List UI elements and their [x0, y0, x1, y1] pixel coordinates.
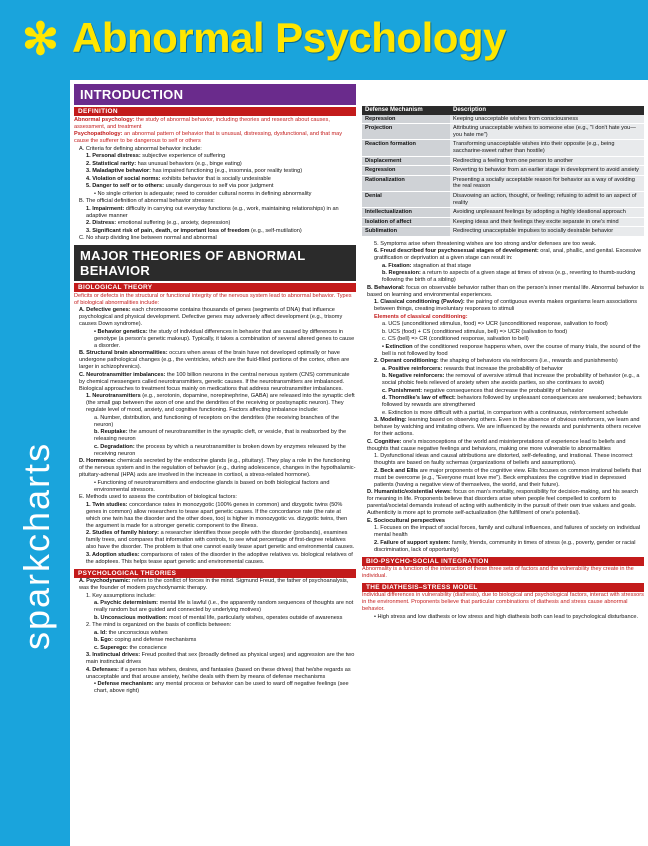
text-line: b. Regression: a return to aspects of a given stage at times of stress (e.g., reverting to thumb-sucking following the birth of a sibling) [382, 270, 636, 284]
text-line: d. Thorndike's law of effect: behaviors followed by unpleasant consequences are weakened; behaviors followed by rewards are strengthened [382, 395, 642, 409]
psych-body [74, 578, 356, 695]
text-line: a. Fixation: stagnation at that stage [382, 262, 472, 269]
table-row [362, 140, 644, 156]
table-header: Defense Mechanism [362, 106, 450, 115]
text-line: b. Reuptake: the amount of neurotransmitter in the synaptic cleft, or vesicle, that is reabsorbed by the releasing neuron [94, 429, 347, 442]
text-line: 3. Adoption studies: comparisons of rates of the disorder in the adoptive relatives vs. biological relatives of the adoptees. This helps tease apart genetic and environmental causes. [86, 551, 353, 565]
text-line: 1. Key assumptions include: [86, 592, 156, 599]
table-row [362, 208, 644, 218]
text-line: A. Psychodynamic: refers to the conflict of forces in the mind. Sigmund Freud, the father of psychoanalysis, was the founder of modern psychodynamic therapy. [79, 578, 349, 591]
text-line: c. Degradation: the process by which a neurotransmitter is broken down by enzymes released by the receiving neuron [94, 443, 346, 457]
description-cell: Keeping unacceptable wishes from consciousness [450, 115, 644, 124]
text-line: 5. Danger to self or to others: usually dangerous to self via poor judgment [86, 183, 274, 189]
header-banner [0, 0, 648, 80]
table-header: Description [450, 106, 644, 115]
mechanism-cell: Repression [362, 115, 450, 124]
text-line: b. Unconscious motivation: most of mental life, particularly wishes, operates outside of awareness [94, 614, 343, 621]
text-line: • Defense mechanism: any mental process or behavior can be used to ward off negative feelings (see chart, above right) [94, 681, 349, 694]
text-line: 1. Focuses on the impact of social forces, family and cultural influences, and failures of society on individual mental health [374, 525, 641, 539]
defense-mechanism-table [362, 106, 644, 237]
description-cell: Reverting to behavior from an earlier stage in development to avoid anxiety [450, 166, 644, 176]
text-line: 3. Modeling: learning based on observing others. Even in the absence of obvious reinforcers, we learn and behave by watching and imitating others. We are influenced by the rewards and punishments others receive for their actions. [374, 417, 641, 438]
subsection-diathesis-stress: THE DIATHESIS–STRESS MODEL [362, 583, 644, 592]
text-line: 3. Maladaptive behavior: has impaired functioning (e.g., insomnia, poor reality testing) [86, 168, 303, 174]
right-body [362, 241, 644, 554]
text-line: • Functioning of neurotransmitters and endocrine glands is based on both biological factors and environmental stressors. [94, 479, 330, 493]
subsection-psychological: PSYCHOLOGICAL THEORIES [74, 569, 356, 578]
diathesis-body: Individual differences in vulnerability (diathesis), due to biological and psychological factors, interact with stressors in the environment. Proponents believe that particular combinations of diathesis and stress cause abnormal behavior. • High stress and low diathesis or low stress and high diathesis both can lead to psychological disturbance. [362, 592, 644, 620]
text-line: 5. Symptoms arise when threatening wishes are too strong and/or defenses are too weak. [374, 240, 597, 247]
text-line: 1. Classical conditioning (Pavlov): the pairing of contiguous events makes organisms learn associations between things, creating involuntary responses to stimuli [374, 299, 638, 313]
text-line: E. Methods used to assess the contribution of biological factors: [79, 494, 237, 500]
text-line: b. Negative reinforcers: the removal of aversive stimuli that increase the probability of behavior (e.g., a social phobic feels relieved of anxiety when she avoids parties, so she continues to avoid) [382, 373, 640, 387]
text-line: 1. Neurotransmitters (e.g., serotonin, dopamine, norepinephrine, GABA) are released into the synaptic cleft (the small gap between the axon of one and the dendrites of the receiving or postsynaptic neuron). They regulate level of mood, anxiety, and cognitive functioning. Factors affecting imbalance include: [86, 393, 355, 413]
text-line: B. The official definition of abnormal behavior stresses: [79, 198, 215, 204]
text-line: b. UCS (food) + CS (conditioned stimulus, bell) => UCR (salivation to food) [382, 328, 568, 335]
text-line: • No single criterion is adequate; need to consider cultural norms in defining abnormality [94, 190, 312, 197]
text-line: A. Defective genes: each chromosome contains thousands of genes (segments of DNA) that influence psychological and physical development. Defective genes may adversely affect development (e.g., trisomy causes Down syndrome). [79, 307, 343, 327]
text-line: C. Cognitive: one's misconceptions of the world and misinterpretations of experience lead to beliefs and thoughts that cause negative feelings and behaviors, making one more vulnerable to abnormalities [367, 438, 626, 452]
text-line: D. Hormones: chemicals secreted by the endocrine glands (e.g., pituitary). They play a role in the functioning of the nervous system and in the regulation of behavior (e.g., during adolescence, changes in the hypothalamic-pituitary-adrenal (HPA) axis are involved in the increase in cortisol, a stress-related hormone). [79, 458, 356, 478]
text-line: 1. Personal distress: subjective experience of suffering [86, 153, 226, 159]
table-row [362, 124, 644, 140]
text-line: 2. Distress: emotional suffering (e.g., anxiety, depression) [86, 220, 231, 226]
text-line: B. Structural brain abnormalities: occurs when areas of the brain have not developed optimally or have undergone pathological changes (e.g., the ventricles, which are the fluid-filled portions of the cortex, often are larger in schizophrenics). [79, 350, 350, 370]
description-cell: Transforming unacceptable wishes into their opposite (e.g., being saccharine-sweet rather than hostile) [450, 140, 644, 156]
text-line: 2. Operant conditioning: the shaping of behaviors via reinforcers (i.e., rewards and punishments) [374, 358, 618, 365]
table-row [362, 227, 644, 237]
text-line: 2. Beck and Ellis are major proponents of the cognitive view. Ellis focuses on common irrational beliefs that must be overcome (e.g., "Everyone must love me"). Beck emphasizes the cognitive triad in depressed patients (having a negative view of themselves, the world, and their future). [374, 467, 642, 488]
description-cell: Presenting a socially acceptable reason for behavior as a way of avoiding the real reason [450, 175, 644, 191]
mechanism-cell: Reaction formation [362, 140, 450, 156]
text-line: c. CS (bell) => CR (conditioned response, salivation to bell) [382, 336, 529, 343]
text-line: A. Criteria for defining abnormal behavior include: [79, 145, 202, 152]
text-line: 1. Twin studies: concordance rates in monozygotic (100% genes in common) and dizygotic twins (50% genes in common) allow researchers to tease apart genetic causes. If the concordance rate (the rate at which one twin has the disorder and the other does, too) is higher in monozygotic vs. dizygotic twins, then the argument is made for a stronger genetic component to the illness. [86, 501, 348, 529]
text-line: b. Ego: coping and defense mechanisms [94, 637, 197, 643]
mechanism-cell: Sublimation [362, 227, 450, 237]
text-line: e. Extinction is more difficult with a partial, in comparison with a continuous, reinforcement schedule [382, 409, 629, 416]
table-row [362, 166, 644, 176]
section-introduction: INTRODUCTION [74, 84, 356, 105]
subsection-biopsychosocial: BIO-PSYCHO-SOCIAL INTEGRATION [362, 557, 644, 566]
mechanism-cell: Displacement [362, 156, 450, 166]
text-line: 3. Significant risk of pain, death, or important loss of freedom (e.g., self-mutilation) [86, 227, 302, 234]
text-line: 2. The mind is organized on the basis of conflicts between: [86, 622, 232, 628]
text-line: C. No sharp dividing line between normal and abnormal [79, 235, 217, 241]
description-cell: Avoiding unpleasant feelings by adopting a highly ideational approach [450, 208, 644, 218]
description-cell: Redirecting a feeling from one person to another [450, 156, 644, 166]
left-column [74, 84, 356, 696]
subsection-definition: DEFINITION [74, 107, 356, 116]
text-line: 1. Dysfunctional ideas and causal attributions are distorted, self-defeating, and irrational. These incorrect thoughts are based on faulty schemas (organizations of beliefs and assumptions). [374, 453, 633, 467]
text-line: E. Sociocultural perspectives [367, 517, 446, 524]
text-line: 2. Studies of family history: a researcher identifies those people with the disorder (probands), examines family trees, and compares that information with controls, to see what percentage of first-degree relatives also have the disorder. The problem is that one cannot easily tease apart genetic and environmental causes. [86, 530, 355, 550]
description-cell: Disavowing an action, thought, or feeling; refusing to admit to an aspect of reality [450, 191, 644, 207]
text-line: a. Number, distribution, and functioning of receptors on the dendrites (the receiving branches of the neuron) [94, 414, 340, 428]
text-line: c. Superego: the conscience [94, 644, 167, 651]
text-line: B. Behavioral: focus on observable behavior rather than on the person's inner mental life. Abnormal behavior is based on learning and environmental experiences. [367, 284, 644, 298]
text-line: • Extinction of the conditioned response happens when, over the course of many trials, the sound of the bell is not followed by food [382, 343, 641, 357]
text-line: • Behavior genetics: the study of individual differences in behavior that are caused by differences in genotype (a person's genetic makeup). Typically, it takes a combination of several altered genes to cause a disorder. [94, 328, 355, 349]
text-line: 4. Defenses: if a person has wishes, desires, and fantasies (based on these drives) that he/she regards as unacceptable and that arouse anxiety, he/she deals with them by means of defense mechanisms [86, 666, 351, 680]
text-line: c. Punishment: negative consequences that decrease the probability of behavior [382, 387, 584, 394]
text-line: 1. Impairment: difficulty in carrying out everyday functions (e.g., work, maintaining relationships) in an adaptive manner [86, 205, 339, 219]
mechanism-cell: Denial [362, 191, 450, 207]
description-cell: Redirecting unacceptable impulses to socially desirable behavior [450, 227, 644, 237]
right-column [362, 106, 644, 621]
mechanism-cell: Intellectualization [362, 208, 450, 218]
section-major-theories: MAJOR THEORIES OF ABNORMAL BEHAVIOR [74, 245, 356, 281]
table-row [362, 115, 644, 124]
side-strip [0, 80, 70, 846]
text-line: 2. Failure of support system: family, friends, community in times of stress (e.g., poverty, gender or racial discrimination, lack of opportunity) [374, 539, 636, 553]
text-line: a. Positive reinforcers: rewards that increase the probability of behavior [382, 365, 563, 372]
mechanism-cell: Regression [362, 166, 450, 176]
text-line: 4. Violation of social norms: exhibits behavior that is socially undesirable [86, 175, 271, 182]
table-row [362, 217, 644, 227]
text-line: a. Psychic determinism: mental life is lawful (i.e., the apparently random sequences of thoughts are not really random but are guided and connected by underlying motives) [94, 600, 354, 613]
subsection-biological: BIOLOGICAL THEORY [74, 283, 356, 292]
bio-body: Deficits or defects in the structural or functional integrity of the nervous system lead to abnormal behavior. Types of biological abnormalities include: A. Defective genes: each chromosome contains thousands of genes (segments of DNA) that influence psychological and physical development. Defective genes may adversely affect development (e.g., trisomy causes Down syndrome). • Behavior genetics: the study of individual differences in behavior that are caused by differences in genotype (a person's genetic makeup). Typically, it takes a combination of several altered genes to cause a disorder. B. Structural brain abnormalities: occurs when areas of the brain have not developed optimally or have undergone pathological changes (e.g., the ventricles, which are the fluid-filled portions of the cortex, often are larger in schizophrenics). C. Neurotransmitter imbalances: the 100 billion neurons in the central nervous system (CNS) communicate by chemical messengers called neurotransmitters, genetic causes. If the neurotransmitters are imbalanced. Biological approaches to treatment focus mainly on medications that address neurotransmitter imbalances. 1. Neurotransmitters (e.g., serotonin, dopamine, norepinephrine, GABA) are released into the synaptic cleft (the small gap between the axon of one and the dendrites of the receiving or postsynaptic neuron). They regulate level of mood, anxiety, and cognitive functioning. Factors affecting imbalance include: a. Number, distribution, and functioning of receptors on the dendrites (the receiving branches of the neuron) b. Reuptake: the amount of neurotransmitter in the synaptic cleft, or vesicle, that is reabsorbed by the releasing neuron c. Degradation: the process by which a neurotransmitter is broken down by enzymes released by the receiving neuron D. Hormones: chemicals secreted by the endocrine glands (e.g., pituitary). They play a role in the functioning of the nervous system and in the regulation of behavior (e.g., during adolescence, changes in the hypothalamic-pituitary-adrenal (HPA) axis are involved in the increase in cortisol, a stress-related hormone). • Functioning of neurotransmitters and endocrine glands is based on both biological factors and environmental stressors. E. Methods used to assess the contribution of biological factors: 1. Twin studies: concordance rates in monozygotic (100% genes in common) and dizygotic twins (50% genes in common) allow researchers to tease apart genetic causes. If the concordance rate (the rate at which one twin has the disorder and the other does, too) is higher in monozygotic vs. dizygotic twins, then the argument is made for a stronger genetic component to the illness. 2. Studies of family history: a researcher identifies those people with the disorder (probands), examines family trees, and compares that information with controls, to see what percentage of first-degree relatives also have the disorder. The problem is that one cannot easily tease apart genetic and environmental causes. 3. Adoption studies: comparisons of rates of the disorder in the adoptive relatives vs. biological relatives of the adoptees. This helps tease apart genetic and environmental causes. [74, 292, 356, 565]
text-line: Elements of classical conditioning: [374, 313, 468, 320]
page-title: Abnormal Psychology [72, 14, 506, 61]
mechanism-cell: Rationalization [362, 175, 450, 191]
brand-logo: sparkcharts [16, 441, 57, 650]
description-cell: Keeping ideas and their feelings they excite separate in one's mind [450, 217, 644, 227]
text-line: 6. Freud described four psychosexual stages of development: oral, anal, phallic, and genital. Excessive gratification or deprivation at a given stage can result in: [374, 248, 642, 262]
text-line: C. Neurotransmitter imbalances: the 100 billion neurons in the central nervous system (CNS) communicate by chemical messengers called neurotransmitters, genetic causes. If the neurotransmitters are imbalanced. Biological approaches to treatment focus mainly on medications that address neurotransmitter imbalances. [79, 371, 350, 392]
table-row [362, 175, 644, 191]
text-line: 3. Instinctual drives: Freud posited that sex (broadly defined as physical urges) and aggression are the two main instinctual drives [86, 652, 355, 665]
mechanism-cell: Isolation of affect [362, 217, 450, 227]
mechanism-cell: Projection [362, 124, 450, 140]
table-row [362, 156, 644, 166]
table-row [362, 191, 644, 207]
intro-body: Abnormal psychology: the study of abnormal behavior, including theories and research about causes, assessment, and treatment Psychopathology: an abnormal pattern of behavior that is unusual, distressing, dysfunctional, and that may cause the sufferer to be dangerous to self or others A. Criteria for defining abnormal behavior include: 1. Personal distress: subjective experience of suffering 2. Statistical rarity: has unusual behaviors (e.g., binge eating) 3. Maladaptive behavior: has impaired functioning (e.g., insomnia, poor reality testing) 4. Violation of social norms: exhibits behavior that is socially undesirable 5. Danger to self or to others: usually dangerous to self via poor judgment • No single criterion is adequate; need to consider cultural norms in defining abnormality B. The official definition of abnormal behavior stresses: 1. Impairment: difficulty in carrying out everyday functions (e.g., work, maintaining relationships) in an adaptive manner 2. Distress: emotional suffering (e.g., anxiety, depression) 3. Significant risk of pain, death, or important loss of freedom (e.g., self-mutilation) C. No sharp dividing line between normal and abnormal [74, 117, 356, 243]
spark-star-icon: ✻ [22, 15, 59, 64]
text-line: a. UCS (unconditioned stimulus, food) => UCR (unconditioned response, salivation to food) [382, 321, 608, 328]
text-line: a. Id: the unconscious wishes [94, 629, 168, 636]
text-line: D. Humanistic/existential views: focus on man's mortality, responsibility for decision-making, and his search for meaning in life. Proponents believe that disorders arise when people feel compelled to conform to parental/societal demands instead of acting with authenticity in the pursuit of their own true values and goals. Authenticity is more apt to promote self-actualization (the fulfillment of one's potential). [367, 489, 639, 517]
text-line: 2. Statistical rarity: has unusual behaviors (e.g., binge eating) [86, 160, 242, 167]
description-cell: Attributing unacceptable wishes to someone else (e.g., "I don't hate you—you hate me") [450, 124, 644, 140]
biopsycho-text: Abnormality is a function of the interaction of these three sets of factors and the vulnerability they create in the individual. [362, 565, 634, 579]
content [74, 84, 644, 842]
